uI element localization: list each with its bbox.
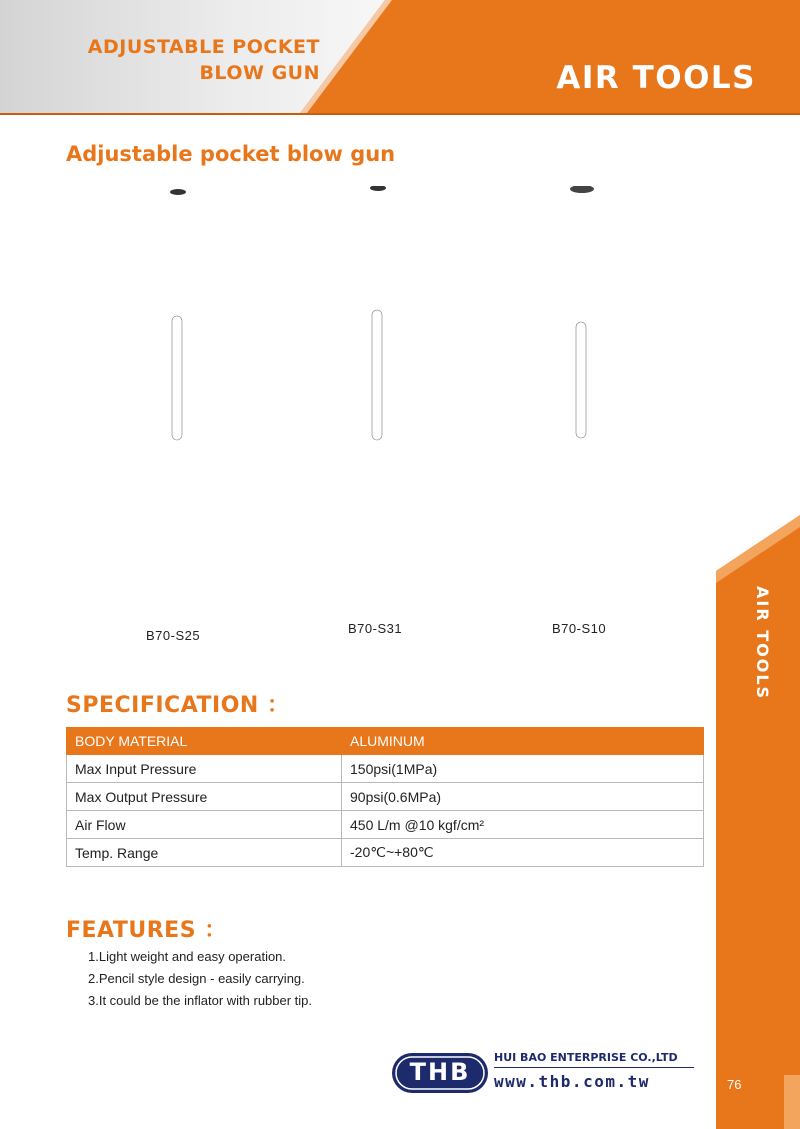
header-divider: [0, 113, 800, 115]
product-label-b70-s25: B70-S25: [146, 628, 201, 643]
list-item: 3.It could be the inflator with rubber tip.: [88, 993, 313, 1008]
footer-divider: [494, 1067, 694, 1068]
company-name: HUI BAO ENTERPRISE CO.,LTD: [494, 1051, 678, 1064]
specification-title-text: SPECIFICATION: [66, 693, 259, 718]
table-cell: Air Flow: [67, 811, 342, 839]
specification-title-colon: ：: [266, 693, 290, 718]
table-row: [67, 811, 704, 839]
table-row: [67, 755, 704, 783]
features-list: [88, 946, 312, 1012]
header-title: [20, 34, 320, 86]
header-section-label: AIR TOOLS: [556, 60, 756, 96]
features-title-text: FEATURES: [66, 918, 197, 943]
list-item: 1.Light weight and easy operation.: [88, 949, 287, 964]
list-item: 2.Pencil style design - easily carrying.: [88, 971, 305, 986]
table-cell: Temp. Range: [67, 839, 342, 867]
table-cell: Max Output Pressure: [67, 783, 342, 811]
page-number: 76: [727, 1077, 742, 1092]
features-title-colon: ：: [204, 918, 227, 943]
table-cell: -20℃~+80℃: [342, 839, 704, 867]
side-tab-label: AIR TOOLS: [753, 586, 772, 701]
table-header-cell: BODY MATERIAL: [67, 728, 342, 755]
product-image-b70-s10: [552, 186, 612, 606]
specification-table: [66, 727, 704, 867]
table-header-cell: ALUMINUM: [342, 728, 704, 755]
features-title: [66, 913, 227, 944]
website-link[interactable]: www.thb.com.tw: [494, 1072, 650, 1091]
header-title-line1: ADJUSTABLE POCKET: [87, 36, 320, 58]
product-image-b70-s31: [348, 186, 408, 606]
table-cell: 150psi(1MPa): [342, 755, 704, 783]
header-title-line2: BLOW GUN: [199, 62, 320, 84]
table-header-row: [67, 728, 704, 755]
table-cell: Max Input Pressure: [67, 755, 342, 783]
product-label-b70-s31: B70-S31: [348, 621, 403, 636]
table-row: [67, 839, 704, 867]
product-image-b70-s25: [148, 186, 208, 606]
table-cell: 450 L/m @10 kgf/cm²: [342, 811, 704, 839]
product-label-b70-s10: B70-S10: [552, 621, 607, 636]
specification-title: [66, 688, 290, 719]
table-cell: 90psi(0.6MPa): [342, 783, 704, 811]
table-row: [67, 783, 704, 811]
main-title: Adjustable pocket blow gun: [66, 142, 396, 166]
thb-logo-text: THB: [409, 1058, 471, 1086]
